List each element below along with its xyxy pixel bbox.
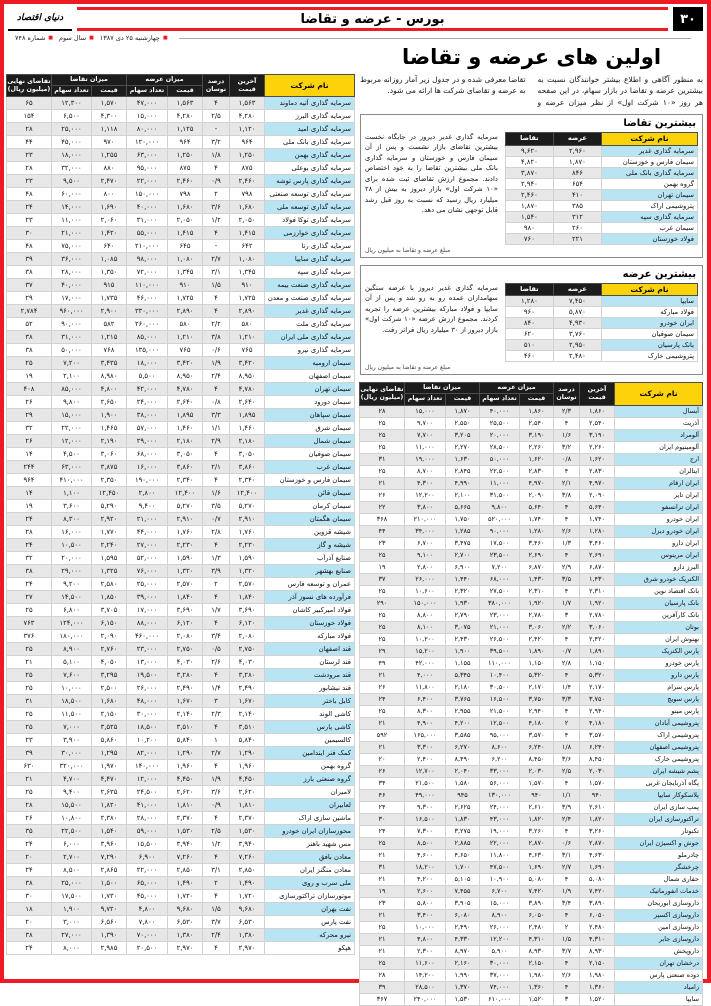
col-supply-shares: تعداد سهام	[126, 86, 167, 97]
intro-text: به منظور آگاهی و اطلاع بیشتر خوانندگان نسبت به بیشترین عرضه و تقاضا در بازار سهام، در این صفحه هر روز «۱۰ شرکت اول» از نظر میزان عرضه و تقاضا معرفی شده و در جدول زیر آمار روزانه مربوط به عرضه و تقاضای شرکت ها ارائه می شود.	[360, 75, 703, 107]
table-row: پتروشیمی خارک ۸,۴۵۰ ۳/۶ ۸,۴۵۰ ۶,۲۰۰ ۸,۴۹۰ ۲,۴۰۰ ۲۰	[359, 753, 702, 765]
section-title: بورس - عرضه و تقاضا	[300, 11, 445, 27]
table-row: سرمایه گذاری ملی ایران ۱,۲۱۰ ۳/۸ ۱,۲۱۰ ۸۵,۰۰۰ ۱,۲۱۵ ۳۱,۰۰۰ ۳۸	[6, 331, 354, 344]
table-row: ایران خودرو ۱,۷۴۰ ۴ ۱,۷۴۰ ۵۲۰,۰۰۰ ۱,۷۵۰ ۲۱۰,۰۰۰ ۳۶۸	[359, 513, 702, 525]
left-market-rows	[6, 97, 354, 955]
left-column	[6, 44, 355, 955]
table-row: عمران و توسعه فارس ۲,۵۷۰ ۲ ۲,۵۷۰ ۲۵,۰۰۰ ۲,۵۸۰ ۹,۲۰۰ ۲۴	[6, 578, 354, 591]
table-row: پتروشیمی اراک ۳,۵۷۰ ۴ ۳,۵۷۰ ۹۵,۰۰۰ ۳,۵۸۵ ۱۶۵,۰۰۰ ۵۹۲	[359, 729, 702, 741]
table-row: قند مرودشت ۳,۲۸۰ ۴ ۳,۲۸۰ ۱۹,۵۰۰ ۳,۲۹۵ ۷,۶۰۰ ۲۵	[6, 669, 354, 682]
table-row: سیمان دورود ۲,۶۴۰ ۰/۸ ۲,۶۴۰ ۲۴,۰۰۰ ۲,۶۵۰ ۹,۸۰۰ ۲۶	[6, 396, 354, 409]
highest-demand-rows	[505, 145, 697, 244]
col-last-price: آخرین قیمت	[230, 75, 265, 97]
table-row: سرمایه گذاری بهمن ۱,۲۵۰ ۱/۸ ۱,۲۵۰ ۶۳,۰۰۰ ۱,۲۵۵ ۱۸,۰۰۰ ۲۳	[6, 149, 354, 162]
table-row: سرمایه گذاری بوعلی ۸۷۵ ۴ ۸۷۵ ۹۵,۰۰۰ ۸۸۰ ۳۲,۰۰۰ ۲۸	[6, 162, 354, 175]
table-row: ایران ارقام ۴,۹۷۰ ۲/۱ ۴,۹۷۰ ۱۱,۰۰۰ ۴,۹۹۰ ۴,۳۰۰ ۲۱	[359, 477, 702, 489]
table-row: حفاری شمال ۵,۰۸۰ ۴ ۵,۰۸۰ ۱۰,۹۰۰ ۵,۱۰۵ ۴,۲۰۰ ۲۱	[359, 873, 702, 885]
table-row: سیمان تهران ۴۱۰ ۲,۴۶۰	[505, 189, 697, 200]
table-row: قند اصفهان ۲,۷۵۰ ۰/۵ ۲,۷۵۰ ۲۳,۰۰۰ ۲,۷۶۰ ۸,۹۰۰ ۲۵	[6, 643, 354, 656]
col-demand-price: قیمت	[445, 394, 479, 405]
col-supply-group: میزان عرضه	[126, 75, 202, 86]
page-title: اولین های عرضه و تقاضا	[401, 45, 662, 69]
table-row: سیمان غرب ۲۶۰ ۹۸۰	[505, 222, 697, 233]
col-demand-shares: تعداد سهام	[404, 394, 445, 405]
table-row: سرمایه گذاری امید ۱,۱۲۰ - ۱,۱۲۵ ۸۰,۰۰۰ ۱,۱۱۸ ۲۵,۰۰۰ ۲۸	[6, 123, 354, 136]
right-market-table	[359, 382, 703, 1005]
table-row: فولاد امیرکبیر کاشان ۳,۶۹۰ ۱/۷ ۳,۶۹۰ ۱۷,۰۰۰ ۳,۷۰۵ ۶,۸۰۰ ۲۵	[6, 604, 354, 617]
table-row: فولاد مبارکه ۲,۰۸۰ ۳/۴ ۲,۰۸۰ ۴۶۰,۰۰۰ ۲,۰۹۰ ۱۸۰,۰۰۰ ۳۷۶	[6, 630, 354, 643]
table-row: پارس سرام ۲,۱۷۰ ۱/۴ ۲,۱۷۰ ۳۰,۵۰۰ ۲,۱۸۰ ۱۱,۸۰۰ ۲۶	[359, 681, 702, 693]
col-supply: عرضه	[553, 132, 601, 145]
table-row: ماشین سازی اراک ۲,۳۷۰ ۴ ۲,۳۷۰ ۲۸,۰۰۰ ۲,۳۸۰ ۱۰,۸۰۰ ۲۶	[6, 812, 354, 825]
table-row: سرمایه گذاری غدیر ۲,۹۶۰ ۹,۶۲۰	[505, 145, 697, 156]
table-row: پلاسکوکار سایپا ۹۴۰ ۱/۱ ۹۴۰ ۱۳۰,۰۰۰ ۹۴۵ ۴۹,۰۰۰ ۴۶	[359, 789, 702, 801]
col-demand-group: میزان تقاضا	[51, 75, 126, 86]
highest-supply-box	[360, 265, 703, 376]
table-row: بانک کارآفرین ۲,۷۸۰ ۳ ۲,۷۸۰ ۲۳,۰۰۰ ۲,۷۹۰ ۸,۸۰۰ ۲۵	[359, 609, 702, 621]
right-market-rows	[359, 405, 702, 1005]
table-row: سایپا ۷,۴۵۰ ۱,۲۸۰	[505, 296, 697, 307]
col-demand-group: میزان تقاضا	[404, 383, 479, 394]
table-row: سرمایه گذاری پارس توشه ۲,۴۶۰ ۰/۹ ۲,۴۶۰ ۲۲,۰۰۰ ۲,۴۷۰ ۹,۵۰۰ ۲۳	[6, 175, 354, 188]
table-row: ایتالران ۲,۸۳۰ ۴ ۲,۸۳۰ ۲۲,۵۰۰ ۲,۸۴۵ ۸,۷۰۰ ۲۵	[359, 465, 702, 477]
table-row: بانک پارسیان ۱,۹۲۰ ۱/۷ ۱,۹۲۰ ۳۸۰,۰۰۰ ۱,۹۳۰ ۱۵۰,۰۰۰ ۲۹۰	[359, 597, 702, 609]
table-row: شیشه قزوین ۱,۷۶۰ ۲/۸ ۱,۷۶۰ ۴۴,۰۰۰ ۱,۷۷۰ ۱۶,۰۰۰ ۲۸	[6, 526, 354, 539]
newspaper-logo: دنیای اقتصاد	[8, 7, 72, 31]
table-row: مس شهید باهنر ۳,۹۴۰ ۱/۲ ۳,۹۴۰ ۱۵,۵۰۰ ۳,۹۶۰ ۶,۰۰۰ ۲۴	[6, 838, 354, 851]
page-number: ۳۰	[673, 7, 703, 31]
table-row: داروپخش ۸,۹۳۰ ۳/۷ ۸,۹۳۰ ۵,۹۰۰ ۸,۹۷۰ ۲,۳۰۰ ۲۱	[359, 945, 702, 957]
table-row: سرمایه گذاری رنا ۶۴۲ - ۶۴۵ ۲۱۰,۰۰۰ ۶۴۰ ۷۵,۰۰۰ ۴۸	[6, 240, 354, 253]
table-row: سیمان ارومیه ۳,۴۲۰ ۱/۹ ۳,۴۲۰ ۱۸,۰۰۰ ۳,۴۳۵ ۷,۲۰۰ ۲۵	[6, 357, 354, 370]
table-row: سرمایه گذاری ملت ۵۸۰ ۲/۲ ۵۸۰ ۲۶۰,۰۰۰ ۵۸۲ ۹۰,۰۰۰ ۵۲	[6, 318, 354, 331]
date-line-rule	[179, 38, 691, 39]
col-demand-shares: تعداد سهام	[51, 86, 91, 97]
table-row: گروه بهمن ۶۵۴ ۲,۹۴۰	[505, 178, 697, 189]
table-row: سیمان غرب ۳,۸۶۰ ۲/۱ ۳,۸۶۰ ۱۶,۰۰۰ ۳,۸۷۵ ۶۳,۰۰۰ ۲۴۴	[6, 461, 354, 474]
highest-demand-body	[365, 132, 698, 245]
table-row: سرمایه گذاری صنعت و معدن ۱,۷۲۵ ۴ ۱,۷۲۵ ۴۶,۰۰۰ ۱,۷۳۵ ۱۷,۰۰۰ ۲۹	[6, 292, 354, 305]
table-row: پتروشیمی آبادان ۴,۱۸۰ ۲ ۴,۱۸۰ ۱۲,۵۰۰ ۴,۲۰۰ ۴,۹۰۰ ۲۱	[359, 717, 702, 729]
table-row: فولاد خوزستان ۲۲۱ ۷۶۰	[505, 233, 697, 244]
table-row: داروسازی امین ۲,۴۸۰ ۲ ۲,۴۸۰ ۲۶,۰۰۰ ۲,۴۹۰ ۱۰,۰۰۰ ۲۵	[359, 921, 702, 933]
table-row: جوش و اکسیژن ایران ۲,۸۷۰ ۰/۶ ۲,۸۷۰ ۲۲,۰۰۰ ۲,۸۸۵ ۸,۵۰۰ ۲۵	[359, 837, 702, 849]
table-row: سیمان قائن ۱۲,۴۰۰ ۱/۶ ۱۲,۴۰۰ ۲,۸۰۰ ۱۲,۴۵۰ ۱,۱۰۰ ۱۴	[6, 487, 354, 500]
table-row: سیمان شرق ۱,۴۶۰ ۱/۱ ۱,۴۶۰ ۵۷,۰۰۰ ۱,۴۶۵ ۲۲,۰۰۰ ۳۲	[6, 422, 354, 435]
table-row: پتروشیمی اراک ۳۸۵ ۱,۸۷۰	[505, 200, 697, 211]
date-line	[12, 34, 699, 42]
col-supply-shares: تعداد سهام	[479, 394, 519, 405]
table-row: پارس الکتریک ۱,۸۹۰ ۰/۷ ۱,۸۹۰ ۳۹,۵۰۰ ۱,۹۰۰ ۱۵,۲۰۰ ۲۹	[359, 645, 702, 657]
top-bar	[8, 7, 703, 31]
table-row: آبسال ۱,۸۶۰ ۲/۳ ۱,۸۶۰ ۴۰,۰۰۰ ۱,۸۷۰ ۱۵,۰۰۰ ۲۸	[359, 405, 702, 417]
table-row: سرمایه گذاری توسعه ملی ۱,۶۸۰ ۳/۶ ۱,۶۸۰ ۴۰,۰۰۰ ۱,۶۹۰ ۱۴,۰۰۰ ۲۴	[6, 201, 354, 214]
col-demand-price: قیمت	[91, 86, 126, 97]
table-row: بانک اقتصاد نوین ۲,۳۱۰ ۴ ۲,۳۱۰ ۲۷,۵۰۰ ۲,۳۲۰ ۱۰,۶۰۰ ۲۵	[359, 585, 702, 597]
highest-demand-paragraph: سرمایه گذاری غدیر دیروز در جایگاه نخست بیشترین تقاضای بازار نشست و پس از آن سیمان فارس و خوزستان و سرمایه گذاری بانک ملی بیشترین تقاضا را به خود اختصاص دادند. مجموع ارزش تقاضای ثبت شده برای «۱۰ شرکت اول» بازار دیروز به بیش از ۲۸ میلیارد ریال رسید که نسبت به روز قبل رشد قابل توجهی نشان می دهد.	[365, 132, 498, 215]
table-row: قند لرستان ۴,۰۳۰ ۲/۶ ۴,۰۳۰ ۱۳,۰۰۰ ۴,۰۵۰ ۵,۱۰۰ ۲۱	[6, 656, 354, 669]
table-row: سرمایه گذاری البرز ۴,۲۸۰ ۲/۵ ۴,۲۸۰ ۱۵,۰۰۰ ۴,۳۰۰ ۶,۵۰۰ ۱۵۴	[6, 110, 354, 123]
table-row: البرز دارو ۶,۸۷۰ ۲/۹ ۶,۸۷۰ ۷,۲۰۰ ۶,۹۰۰ ۲,۸۰۰ ۱۹	[359, 561, 702, 573]
col-company-name: نام شرکت	[265, 75, 355, 97]
table-row: گروه بهمن ۱,۹۶۰ ۴ ۱,۹۶۰ ۱۴۰,۰۰۰ ۱,۹۷۰ ۳۲۰,۰۰۰ ۶۳۰	[6, 760, 354, 773]
table-row: سرمایه گذاری بانک ملی ۹۶۴ ۳/۲ ۹۶۴ ۱۲۰,۰۰۰ ۹۷۰ ۴۵,۰۰۰ ۴۴	[6, 136, 354, 149]
table-row: سیمان صوفیان ۳,۰۵۰ ۴ ۳,۰۵۰ ۶۸,۰۰۰ ۳,۰۶۰ ۴,۵۰۰ ۱۴	[6, 448, 354, 461]
col-fluctuation-percent: درصد نوسان	[203, 75, 230, 97]
table-row: سرمایه گذاری بانک ملی ۸۴۶ ۳,۸۷۰	[505, 167, 697, 178]
col-final-demand: تقاضای نهایی (میلیون ریال)	[359, 383, 404, 405]
table-row: معادن منگنز ایران ۲,۸۵۰ ۳/۱ ۲,۸۵۰ ۲۲,۰۰۰ ۲,۸۶۵ ۸,۵۰۰ ۲۴	[6, 864, 354, 877]
table-row: پتروشیمی خارک ۲,۴۸۰ ۴۶۰	[505, 351, 697, 362]
table-row: لعابیران ۱,۸۱۰ ۰/۹ ۱,۸۱۰ ۴۱,۰۰۰ ۱,۸۲۰ ۱۵,۵۰۰ ۲۸	[6, 799, 354, 812]
highest-supply-body	[365, 283, 698, 363]
table-row: تکنوتار ۳,۲۶۰ ۴ ۳,۲۶۰ ۱۹,۰۰۰ ۳,۲۷۵ ۷,۳۰۰ ۲۴	[359, 825, 702, 837]
table-row: ارج ۱,۶۲۰ ۰/۸ ۱,۶۲۰ ۵۰,۰۰۰ ۱,۶۳۰ ۱۹,۰۰۰ ۳۱	[359, 453, 702, 465]
table-row: کالسیمین ۵,۸۴۰ ۱ ۵,۸۴۰ ۱۰,۲۰۰ ۵,۸۶۰ ۳,۹۰۰ ۲۳	[6, 734, 354, 747]
col-final-demand: تقاضای نهایی (میلیون ریال)	[6, 75, 51, 97]
col-company-name: نام شرکت	[601, 283, 697, 296]
table-row: نفت بهران ۹,۶۸۰ ۱/۵ ۹,۶۸۰ ۴,۸۰۰ ۹,۷۲۰ ۱,۹۰۰ ۱۸	[6, 903, 354, 916]
table-row: پشم شیشه ایران ۲,۰۳۰ ۲/۵ ۲,۰۳۰ ۳۳,۰۰۰ ۲,۰۴۰ ۱۲,۷۰۰ ۲۶	[359, 765, 702, 777]
table-row: موتورسازان تراکتورسازی ۱,۷۲۰ ۴ ۱,۷۲۰ ۴۵,۰۰۰ ۱,۷۳۰ ۱۷,۵۰۰ ۳۰	[6, 890, 354, 903]
table-row: فولاد مبارکه ۵,۸۷۰ ۹۶۰	[505, 307, 697, 318]
table-row: ایران تایر ۲,۰۹۰ ۳/۸ ۲,۰۹۰ ۳۱,۵۰۰ ۲,۱۰۰ ۱۲,۲۰۰ ۲۶	[359, 489, 702, 501]
issue-number: ■ شماره ۷۴۸	[15, 34, 53, 42]
table-row: سیمان شمال ۲,۱۸۰ ۲/۹ ۲,۱۸۰ ۲۹,۰۰۰ ۲,۱۹۰ ۱۲,۰۰۰ ۲۶	[6, 435, 354, 448]
table-row: معادن بافق ۷,۲۶۰ ۴ ۷,۲۶۰ ۶,۹۰۰ ۷,۲۹۰ ۲,۷۰۰ ۲۰	[6, 851, 354, 864]
table-row: داروسازی جابر ۴,۳۱۰ ۱/۵ ۴,۳۱۰ ۱۲,۲۰۰ ۴,۳۳۰ ۴,۸۰۰ ۲۱	[359, 933, 702, 945]
table-row: فرآورده های نسوز آذر ۱,۸۴۰ ۴ ۱,۸۴۰ ۳۹,۰۰۰ ۱,۸۵۰ ۱۴,۵۰۰ ۲۷	[6, 591, 354, 604]
highest-demand-table-wrap	[505, 132, 698, 245]
table-row: سیمان کرمان ۵,۲۷۰ ۳/۵ ۵,۲۷۰ ۹,۴۰۰ ۵,۲۹۰ ۳,۶۰۰ ۱۹	[6, 500, 354, 513]
table-row: سرمایه گذاری توسعه صنعتی ۷۹۸ ۲ ۷۹۸ ۱۵۰,۰۰۰ ۸۰۰ ۶۰,۰۰۰ ۴۸	[6, 188, 354, 201]
table-row: پگاه آذربایجان غربی ۱,۵۷۰ ۴ ۱,۵۷۰ ۵۶,۰۰۰ ۱,۵۸۰ ۲۱,۵۰۰ ۳۴	[359, 777, 702, 789]
table-row: سرمایه گذاری غدیر ۲,۸۹۰ ۴ ۲,۸۹۰ ۳۳۰,۰۰۰ ۲,۹۰۰ ۹۶۰,۰۰۰ ۲,۷۸۴	[6, 305, 354, 318]
table-row: سرمایه گذاری خوارزمی ۱,۴۱۵ ۴ ۱,۴۱۵ ۵۵,۰۰۰ ۱,۴۲۰ ۲۱,۰۰۰ ۳۰	[6, 227, 354, 240]
table-row: پارس مینو ۲,۹۴۰ ۴ ۲,۹۴۰ ۲۱,۵۰۰ ۲,۹۵۵ ۸,۳۰۰ ۲۵	[359, 705, 702, 717]
table-row: چرخشگر ۱,۶۹۰ ۲/۷ ۱,۶۹۰ ۴۷,۵۰۰ ۱,۷۰۰ ۱۸,۲۰۰ ۳۱	[359, 861, 702, 873]
table-row: داروسازی ابوریحان ۳,۸۹۰ ۳/۴ ۳,۸۹۰ ۱۵,۰۰۰ ۳,۹۰۵ ۵,۸۰۰ ۲۳	[359, 897, 702, 909]
table-row: محورسازان ایران خودرو ۱,۵۳۰ ۲/۵ ۱,۵۳۰ ۵۹,۰۰۰ ۱,۵۴۰ ۲۲,۵۰۰ ۳۵	[6, 825, 354, 838]
table-row: قند نیشابور ۲,۴۹۰ ۱/۴ ۲,۴۹۰ ۲۶,۰۰۰ ۲,۵۰۰ ۱۰,۰۰۰ ۲۵	[6, 682, 354, 695]
table-row: درخشان تهران ۲,۱۵۰ ۴ ۲,۱۵۰ ۳۰,۰۰۰ ۲,۱۶۰ ۱۱,۶۰۰ ۲۵	[359, 957, 702, 969]
table-row: زامیاد ۱,۳۶۰ ۴ ۱,۳۶۰ ۷۴,۰۰۰ ۱,۳۷۰ ۲۸,۵۰۰ ۳۹	[359, 981, 702, 993]
table-row: سیمان سپاهان ۱,۸۹۵ ۳/۳ ۱,۸۹۵ ۳۸,۰۰۰ ۱,۹۰۰ ۱۵,۰۰۰ ۲۹	[6, 409, 354, 422]
highest-supply-table-wrap	[505, 283, 698, 363]
table-row: کاشی الوند ۲,۱۴۰ ۲/۳ ۲,۱۴۰ ۳۰,۰۰۰ ۲,۱۵۰ ۱۱,۵۰۰ ۲۵	[6, 708, 354, 721]
col-company-name: نام شرکت	[615, 383, 703, 405]
col-demand: تقاضا	[505, 132, 553, 145]
table-row: بهنوش ایران ۲,۴۲۰ ۴ ۲,۴۲۰ ۲۶,۵۰۰ ۲,۴۳۰ ۱۰,۲۰۰ ۲۵	[359, 633, 702, 645]
table-row: شیشه و گاز ۲,۲۳۰ ۴ ۲,۲۳۰ ۲۷,۰۰۰ ۲,۲۴۰ ۱۰,۵۰۰ ۲۴	[6, 539, 354, 552]
table-row: سرمایه گذاری سایپا ۱,۰۸۰ ۲/۷ ۱,۰۸۰ ۹۸,۰۰۰ ۱,۰۸۵ ۳۶,۰۰۰ ۳۹	[6, 253, 354, 266]
col-supply-price: قیمت	[168, 86, 203, 97]
table-row: ایران مرینوس ۲,۶۹۰ ۴ ۲,۶۹۰ ۲۳,۵۰۰ ۲,۷۰۰ ۹,۱۰۰ ۲۵	[359, 549, 702, 561]
right-column	[360, 44, 703, 1006]
table-row: کمک فنر ایندامین ۱,۲۹۰ ۲/۷ ۱,۲۹۰ ۸۲,۰۰۰ ۱,۲۹۵ ۳۰,۰۰۰ ۳۹	[6, 747, 354, 760]
table-row: سیمان اصفهان ۸,۹۵۰ ۲/۴ ۸,۹۵۰ ۵,۵۰۰ ۸,۹۸۰ ۲,۱۰۰ ۱۹	[6, 370, 354, 383]
col-supply-group: میزان عرضه	[479, 383, 553, 394]
table-row: ملی سرب و روی ۱,۴۹۰ ۲ ۱,۴۹۰ ۶۵,۰۰۰ ۱,۵۰۰ ۲۵,۰۰۰ ۳۸	[6, 877, 354, 890]
highest-demand-title: بیشترین تقاضا	[623, 117, 696, 129]
table-row: کابل باختر ۱,۶۷۰ ۳ ۱,۶۷۰ ۴۸,۰۰۰ ۱,۶۸۰ ۱۸,۵۰۰ ۳۱	[6, 695, 354, 708]
table-row: پارس سویچ ۳,۷۵۰ ۳/۳ ۳,۷۵۰ ۱۶,۵۰۰ ۳,۷۶۵ ۶,۴۰۰ ۲۴	[359, 693, 702, 705]
table-row: دوده صنعتی پارس ۱,۹۸۰ ۲/۶ ۱,۹۸۰ ۳۷,۰۰۰ ۱,۹۹۰ ۱۴,۲۰۰ ۲۸	[359, 969, 702, 981]
table-row: سیمان تهران ۴,۷۸۰ ۴ ۴,۷۸۰ ۴۲,۰۰۰ ۴,۸۰۰ ۸۵,۰۰۰ ۴۰۸	[6, 383, 354, 396]
col-fluctuation-percent: درصد نوسان	[554, 383, 580, 405]
table-row: آذریت ۲,۵۴۰ ۴ ۲,۵۴۰ ۲۵,۵۰۰ ۲,۵۵۰ ۹,۷۰۰ ۲۵	[359, 417, 702, 429]
highest-supply-rows	[505, 296, 697, 362]
table-row: پتروشیمی اصفهان ۶,۲۴۰ ۱/۸ ۶,۲۴۰ ۸,۶۰۰ ۶,۲۷۰ ۳,۳۰۰ ۲۱	[359, 741, 702, 753]
content	[8, 44, 703, 1006]
table-row: نفت پارس ۶,۵۳۰ ۳/۷ ۶,۵۳۰ ۷,۸۰۰ ۶,۵۶۰ ۳,۰۰۰ ۲۰	[6, 916, 354, 929]
table-row: سرمایه گذاری توکا فولاد ۲,۰۵۰ ۱/۲ ۲,۰۵۰ ۳۱,۰۰۰ ۲,۰۶۰ ۱۱,۰۰۰ ۲۳	[6, 214, 354, 227]
table-row: کاشی پارس ۳,۵۱۰ ۴ ۳,۵۱۰ ۱۸,۵۰۰ ۳,۵۲۵ ۷,۰۰۰ ۲۵	[6, 721, 354, 734]
date-text: ■ چهارشنبه ۲۵ دی ۱۳۸۷	[100, 34, 168, 42]
table-row: گروه صنعتی بارز ۴,۴۵۰ ۱/۹ ۴,۴۵۰ ۱۲,۰۰۰ ۴,۴۷۰ ۴,۷۰۰ ۲۱	[6, 773, 354, 786]
table-row: سرمایه گذاری آتیه دماوند ۱,۵۶۳ ۴ ۱,۵۶۳ ۴۷,۰۰۰ ۱,۵۷۰ ۱۲,۳۰۰ ۶۵	[6, 97, 354, 110]
table-row: ایران دارو ۳,۴۶۰ ۱/۳ ۳,۴۶۰ ۱۷,۵۰۰ ۳,۴۷۵ ۶,۷۰۰ ۲۳	[359, 537, 702, 549]
table-row: چادرملو ۴,۶۳۰ ۳/۱ ۴,۶۳۰ ۱۱,۸۰۰ ۴,۶۵۰ ۴,۶۰۰ ۲۱	[359, 849, 702, 861]
table-row: الکتریک خودرو شرق ۱,۴۳۰ ۳/۵ ۱,۴۳۰ ۶۸,۰۰۰ ۱,۴۴۰ ۲۶,۰۰۰ ۳۷	[359, 573, 702, 585]
table-row: تراکتورسازی ایران ۱,۸۲۰ ۲/۴ ۱,۸۲۰ ۴۳,۰۰۰ ۱,۸۳۰ ۱۶,۵۰۰ ۳۰	[359, 813, 702, 825]
table-row: صنایع بهشهر ۱,۳۲۰ ۳/۹ ۱,۳۲۰ ۷۶,۰۰۰ ۱,۳۲۵ ۲۹,۰۰۰ ۳۸	[6, 565, 354, 578]
table-row: سیمان فارس و خوزستان ۱,۸۷۰ ۴,۸۲۰	[505, 156, 697, 167]
table-row: پارس دارو ۵,۳۲۰ ۴ ۵,۳۲۰ ۱۰,۴۰۰ ۵,۳۴۵ ۴,۰۰۰ ۲۱	[359, 669, 702, 681]
table-row: داروسازی اکسیر ۶,۰۵۰ ۴ ۶,۰۵۰ ۸,۹۰۰ ۶,۰۸۰ ۳,۴۰۰ ۲۱	[359, 909, 702, 921]
col-supply: عرضه	[553, 283, 601, 296]
table-row: بوتان ۳,۰۶۰ ۲/۲ ۳,۰۶۰ ۲۱,۰۰۰ ۳,۰۷۵ ۸,۱۰۰ ۲۵	[359, 621, 702, 633]
table-row: هپکو ۲,۹۷۰ ۴ ۲,۹۷۰ ۲۰,۵۰۰ ۲,۹۸۵ ۸,۰۰۰ ۲۴	[6, 942, 354, 955]
highest-supply-table	[505, 283, 698, 363]
table-row: صنایع آذرآب ۱,۵۹۰ ۱/۳ ۱,۵۹۰ ۵۲,۰۰۰ ۱,۵۹۵ ۲۰,۰۰۰ ۳۲	[6, 552, 354, 565]
year-text: ■ سال سوم	[59, 34, 94, 42]
highest-supply-note: مبلغ عرضه و تقاضا به میلیون ریال	[365, 364, 451, 372]
col-last-price: آخرین قیمت	[580, 383, 615, 405]
section-title-rule	[77, 7, 668, 31]
table-row: سرمایه گذاری سپه ۳۱۲ ۱,۵۴۰	[505, 211, 697, 222]
table-row: ایران خودرو ۴,۹۳۰ ۸۴۰	[505, 318, 697, 329]
table-row: سیمان هگمتان ۲,۹۱۰ ۰/۷ ۲,۹۱۰ ۲۱,۰۰۰ ۲,۹۲۰ ۸,۳۰۰ ۲۴	[6, 513, 354, 526]
highest-supply-title: بیشترین عرضه	[622, 268, 696, 280]
table-row: سرمایه گذاری نیرو ۷۶۵ ۰/۶ ۷۶۵ ۱۳۵,۰۰۰ ۷۶۸ ۵۰,۰۰۰ ۳۸	[6, 344, 354, 357]
table-row: سیمان صوفیان ۳,۷۶۰ ۶۲۰	[505, 329, 697, 340]
table-row: ایران خودرو دیزل ۱,۲۸۰ ۲/۶ ۱,۲۸۰ ۹۰,۰۰۰ ۱,۲۸۵ ۳۴,۰۰۰ ۴۴	[359, 525, 702, 537]
table-row: خدمات انفورماتیک ۷,۴۲۰ ۱/۹ ۷,۴۲۰ ۶,۷۰۰ ۷,۴۵۵ ۲,۶۰۰ ۱۹	[359, 885, 702, 897]
table-row: نیرو محرکه ۱,۳۸۰ ۲/۴ ۱,۳۸۰ ۷۰,۰۰۰ ۱,۳۹۰ ۲۷,۰۰۰ ۳۸	[6, 929, 354, 942]
table-row: سرمایه گذاری صنعت بیمه ۹۱۰ ۱/۵ ۹۱۰ ۱۱۰,۰۰۰ ۹۱۵ ۴۰,۰۰۰ ۳۷	[6, 279, 354, 292]
table-row: پمپ سازی ایران ۲,۶۱۰ ۳/۹ ۲,۶۱۰ ۲۴,۰۰۰ ۲,۶۲۵ ۹,۳۰۰ ۲۴	[359, 801, 702, 813]
table-row: ایران ترانسفو ۵,۶۴۰ ۴ ۵,۶۴۰ ۹,۸۰۰ ۵,۶۶۵ ۳,۸۰۰ ۲۲	[359, 501, 702, 513]
highest-demand-table	[505, 132, 698, 245]
col-supply-price: قیمت	[520, 394, 554, 405]
table-row: سرمایه گذاری سپه ۱,۳۴۵ ۳/۱ ۱,۳۴۵ ۷۲,۰۰۰ ۱,۳۵۰ ۲۸,۰۰۰ ۳۸	[6, 266, 354, 279]
table-row: سیمان فارس و خوزستان ۲,۳۴۰ ۴ ۲,۳۴۰ ۱۹۰,۰۰۰ ۲,۳۵۰ ۴۱۰,۰۰۰ ۹۶۴	[6, 474, 354, 487]
col-company-name: نام شرکت	[601, 132, 697, 145]
left-market-table	[6, 74, 355, 955]
table-row: آلومراد ۳,۱۹۰ ۱/۶ ۳,۱۹۰ ۲۰,۰۰۰ ۳,۲۰۵ ۷,۷۰۰ ۲۵	[359, 429, 702, 441]
highest-supply-paragraph: سرمایه گذاری غدیر دیروز با عرضه سنگین سهامداران عمده رو به رو شد و پس از آن سایپا و فولاد مبارکه بیشترین عرضه را تجربه کردند. مجموع ارزش عرضه «۱۰ شرکت اول» بازار دیروز از ۳۰ میلیارد ریال فراتر رفت.	[365, 283, 498, 334]
highest-demand-box	[360, 114, 703, 258]
table-row: بانک پارسیان ۲,۹۵۰ ۵۱۰	[505, 340, 697, 351]
col-demand: تقاضا	[505, 283, 553, 296]
table-row: آلومینیوم ایران ۲,۲۶۰ ۳/۲ ۲,۲۶۰ ۲۸,۵۰۰ ۲,۲۷۰ ۱۱,۰۰۰ ۲۵	[359, 441, 702, 453]
table-row: لامیران ۲,۶۲۰ ۳/۶ ۲,۶۲۰ ۲۴,۵۰۰ ۲,۶۳۵ ۹,۴۰۰ ۲۵	[6, 786, 354, 799]
table-row: فولاد خوزستان ۶,۱۲۰ ۴ ۶,۱۲۰ ۸۸,۰۰۰ ۶,۱۵۰ ۱۲۴,۰۰۰ ۷۶۳	[6, 617, 354, 630]
highest-demand-note: مبلغ عرضه و تقاضا به میلیون ریال	[365, 246, 451, 254]
table-row: سایپا ۱,۵۲۰ ۳ ۱,۵۲۰ ۶۱۰,۰۰۰ ۱,۵۳۰ ۲۴۰,۰۰۰ ۳۶۷	[359, 993, 702, 1005]
table-row: پارس خودرو ۱,۱۵۰ ۲/۸ ۱,۱۵۰ ۱۱۰,۰۰۰ ۱,۱۵۵ ۴۲,۰۰۰ ۴۹	[359, 657, 702, 669]
